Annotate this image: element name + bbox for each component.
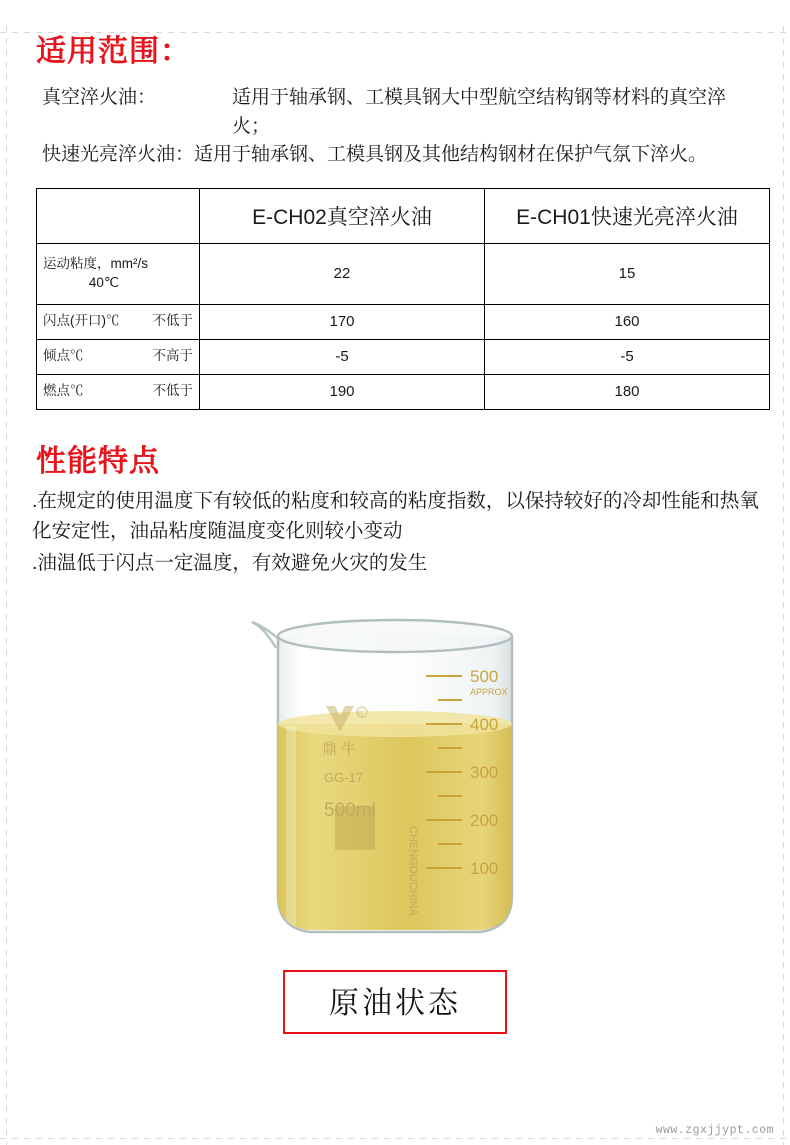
scope-label-bright: 快速光亮淬火油： [42, 144, 195, 165]
beaker-rim [278, 620, 512, 652]
scope-block [42, 84, 762, 170]
volume-text: 500ml [324, 800, 376, 822]
table-row [37, 243, 770, 304]
table-cell-value: 15 [485, 243, 770, 304]
spec-table-head [37, 188, 770, 243]
table-row [37, 339, 770, 374]
scope-text-vacuum: 适用于轴承钢、工模具钢大中型航空结构钢等材料的真空淬火； [232, 87, 727, 137]
graduation-label: 200 [470, 811, 499, 831]
beaker-liquid [270, 724, 520, 936]
scope-heading: 适用范围： [36, 35, 191, 68]
caption-box: 原油状态 [283, 970, 507, 1034]
property-label: 倾点℃ [43, 348, 84, 364]
table-cell-property [37, 339, 200, 374]
table-cell-value: 180 [485, 374, 770, 409]
table-row [37, 304, 770, 339]
svg-text:R: R [358, 711, 364, 719]
table-cell-value: -5 [200, 339, 485, 374]
crop-mark-left [6, 26, 7, 1145]
property-label: 闪点(开口)℃ [43, 313, 120, 329]
table-cell-value: -5 [485, 339, 770, 374]
table-col-header-ch01: E-CH01快速光亮淬火油 [485, 188, 770, 243]
table-cell-value: 170 [200, 304, 485, 339]
brand-text: 鼎 牛 [322, 741, 357, 759]
table-cell-value: 190 [200, 374, 485, 409]
vertical-brand-text: CHENGDUCHINA [407, 826, 419, 916]
table-cell-value: 160 [485, 304, 770, 339]
table-row [37, 374, 770, 409]
crop-mark-top [0, 32, 790, 33]
table-cell-value: 22 [200, 243, 485, 304]
graduation-label: 100 [470, 859, 499, 879]
spec-table-body [37, 243, 770, 409]
document-page [0, 26, 790, 1145]
beaker-spout [252, 622, 280, 648]
graduation-label: 400 [470, 715, 499, 735]
crop-mark-bottom [0, 1138, 790, 1139]
scope-row [42, 84, 762, 141]
feature-item: .在规定的使用温度下有较低的粘度和较高的粘度指数，以保持较好的冷却性能和热氧化安定性，油品粘度随温度变化则较小变动 [32, 489, 759, 542]
crop-mark-right [783, 26, 784, 1145]
feature-item: .油温低于闪点一定温度，有效避免火灾的发生 [32, 551, 428, 574]
table-corner-cell [37, 188, 200, 243]
features-list [32, 486, 762, 579]
caption-area [28, 970, 762, 1034]
table-header-row [37, 188, 770, 243]
property-limit: 不低于 [152, 383, 193, 399]
watermark: www.zgxjjypt.com [655, 1124, 774, 1137]
property-label: 运动粘度，mm²/s [43, 256, 148, 272]
property-limit: 不高于 [152, 348, 193, 364]
property-label: 燃点℃ [43, 383, 84, 399]
scope-label-vacuum: 真空淬火油： [42, 87, 157, 108]
features-heading: 性能特点 [36, 444, 160, 478]
model-text: GG-17 [324, 770, 364, 786]
table-cell-property [37, 304, 200, 339]
scope-row [42, 141, 762, 170]
property-limit: 不低于 [152, 313, 193, 329]
graduation-label: 500 [470, 667, 499, 687]
liquid-highlight [286, 726, 296, 931]
property-sublabel: 40℃ [88, 274, 120, 290]
scope-text-bright: 适用于轴承钢、工模具钢及其他结构钢材在保护气氛下淬火。 [194, 144, 708, 165]
approx-label: APPROX [470, 687, 508, 698]
spec-table [36, 188, 770, 410]
table-col-header-ch02: E-CH02真空淬火油 [200, 188, 485, 243]
beaker-svg [230, 596, 560, 956]
table-cell-property [37, 374, 200, 409]
table-cell-property [37, 243, 200, 304]
graduation-label: 300 [470, 763, 499, 783]
beaker-illustration [28, 596, 762, 956]
